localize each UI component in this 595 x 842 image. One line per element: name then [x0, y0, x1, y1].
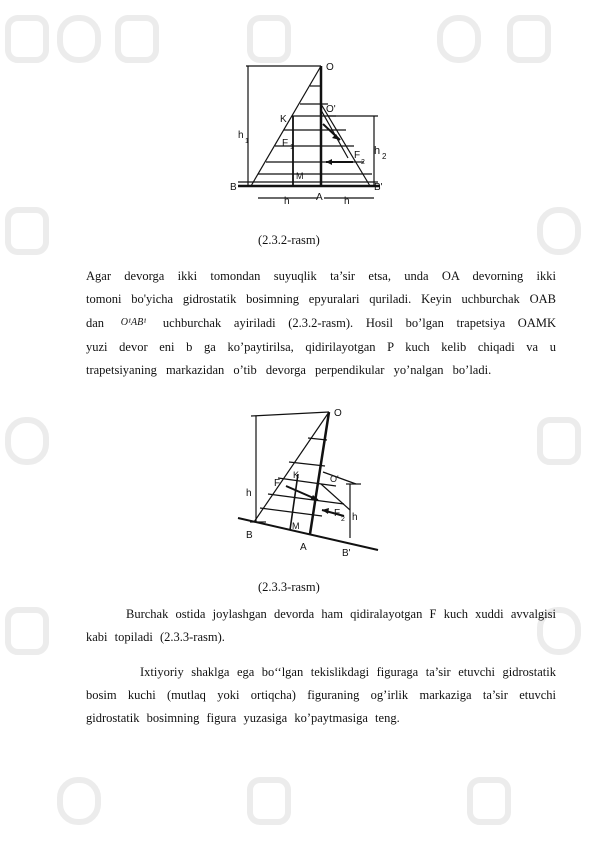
- formula-o1ab1: O¹AB¹: [120, 317, 147, 329]
- label-f1: F: [274, 478, 281, 489]
- label-h-base-right: h: [344, 196, 350, 207]
- label-b: B: [230, 182, 237, 193]
- paragraph-3: Ixtiyoriy shaklga ega bo‘‘lgan tekislikdagi figuraga ta’sir etuvchi gidrostatik bosim kuchi (mutlaq yoki ortiqcha) figuraning og’irlik markaziga ta’sir etuvchi gidrostatik bosimning figura yuzasiga ko’paytmasiga teng.: [86, 665, 556, 726]
- label-f1-sub: 1: [290, 144, 294, 151]
- label-h-base-left: h: [284, 196, 290, 207]
- label-b: B: [246, 530, 253, 541]
- figure-2-3-3: [226, 404, 386, 556]
- figure-2-3-2: [228, 58, 393, 208]
- paragraph-2: Burchak ostida joylashgan devorda ham qidiralayotgan F kuch xuddi avvalgisi kabi topiladi (2.3.3-rasm).: [86, 607, 556, 645]
- label-h2: h: [374, 145, 381, 157]
- label-h1-sub: 1: [245, 138, 249, 145]
- label-f2-sub: 2: [361, 159, 365, 166]
- label-f2: F: [354, 150, 361, 161]
- label-h-left: h: [246, 488, 252, 499]
- paragraph-1-text: Agar devorga ikki tomondan suyuqlik ta’sir etsa, unda OA devorning ikki tomoni bo'yicha gidrostatik bosimning epyuralari quriladi. Keyin uchburchak OAB dan: [86, 269, 556, 331]
- label-o: O: [334, 408, 342, 419]
- label-h2-sub: 2: [382, 152, 387, 161]
- paragraph-1: [86, 265, 556, 382]
- label-f1: F: [282, 138, 289, 149]
- label-o-prime: O': [326, 104, 336, 115]
- label-h-right: h: [352, 512, 358, 523]
- label-k: K: [280, 114, 287, 125]
- label-b-prime: B': [374, 182, 383, 193]
- label-o-prime: O': [330, 474, 339, 484]
- label-b-prime: B': [342, 548, 351, 556]
- label-m: M: [296, 171, 304, 181]
- label-a: A: [316, 192, 323, 203]
- label-k: K: [293, 470, 300, 480]
- caption-fig-2-3-2: (2.3.2-rasm): [258, 233, 320, 247]
- label-m: M: [292, 521, 300, 531]
- label-f2: F: [334, 508, 341, 519]
- label-a: A: [300, 542, 307, 553]
- label-o: O: [326, 62, 334, 73]
- paragraph-1-text-rest: uchburchak ayiriladi (2.3.2-rasm). Hosil bo’lgan trapetsiya OAMK yuzi devor eni b ga ko’paytirilsa, qidirilayotgan P kuch kelib chiqadi va u trapetsiyaning markazidan o’tib devorga perpendikular yo’nalgan bo’ladi.: [86, 316, 557, 377]
- caption-fig-2-3-3: (2.3.3-rasm): [258, 580, 320, 594]
- label-h1: h: [238, 130, 244, 141]
- label-f2-sub: 2: [341, 516, 345, 523]
